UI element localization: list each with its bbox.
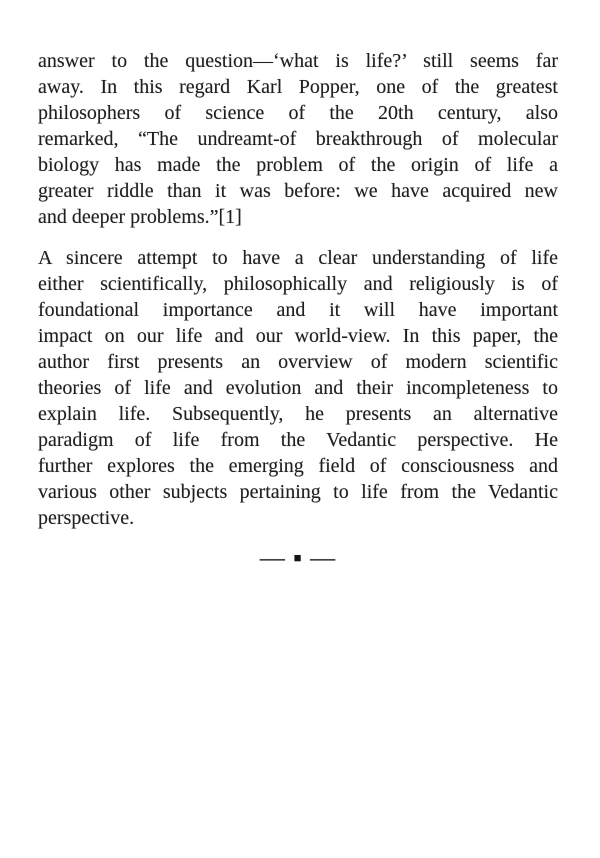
page-text xyxy=(38,48,558,531)
text-line: explain life. Subsequently, he presents an alternative xyxy=(38,403,558,425)
text-line: away. In this regard Karl Popper, one of the greatest xyxy=(38,76,558,98)
text-line: greater riddle than it was before: we have acquired new xyxy=(38,180,558,202)
text-line: theories of life and evolution and their incompleteness to xyxy=(38,377,558,399)
text-line: perspective. xyxy=(38,507,135,529)
text-line: foundational importance and it will have important xyxy=(38,299,558,321)
text-line: biology has made the problem of the origin of life a xyxy=(38,154,558,176)
text-line: answer to the question—‘what is life?’ still seems far xyxy=(38,50,558,72)
text-line: impact on our life and our world-view. In this paper, the xyxy=(38,325,558,347)
paragraph xyxy=(38,245,558,531)
text-line: further explores the emerging field of consciousness and xyxy=(38,455,558,477)
text-line: philosophers of science of the 20th century, also xyxy=(38,102,558,124)
text-line: author first presents an overview of modern scientific xyxy=(38,351,558,373)
text-line: paradigm of life from the Vedantic perspective. He xyxy=(38,429,558,451)
text-line: either scientifically, philosophically and religiously is of xyxy=(38,273,558,295)
text-line: remarked, “The undreamt-of breakthrough of molecular xyxy=(38,128,558,150)
section-divider-ornament: — ▪ — xyxy=(259,545,337,572)
text-line: and deeper problems.”[1] xyxy=(38,206,242,228)
text-line: various other subjects pertaining to life from the Vedantic xyxy=(38,481,558,503)
paragraph xyxy=(38,48,558,230)
text-line: A sincere attempt to have a clear understanding of life xyxy=(38,247,558,269)
